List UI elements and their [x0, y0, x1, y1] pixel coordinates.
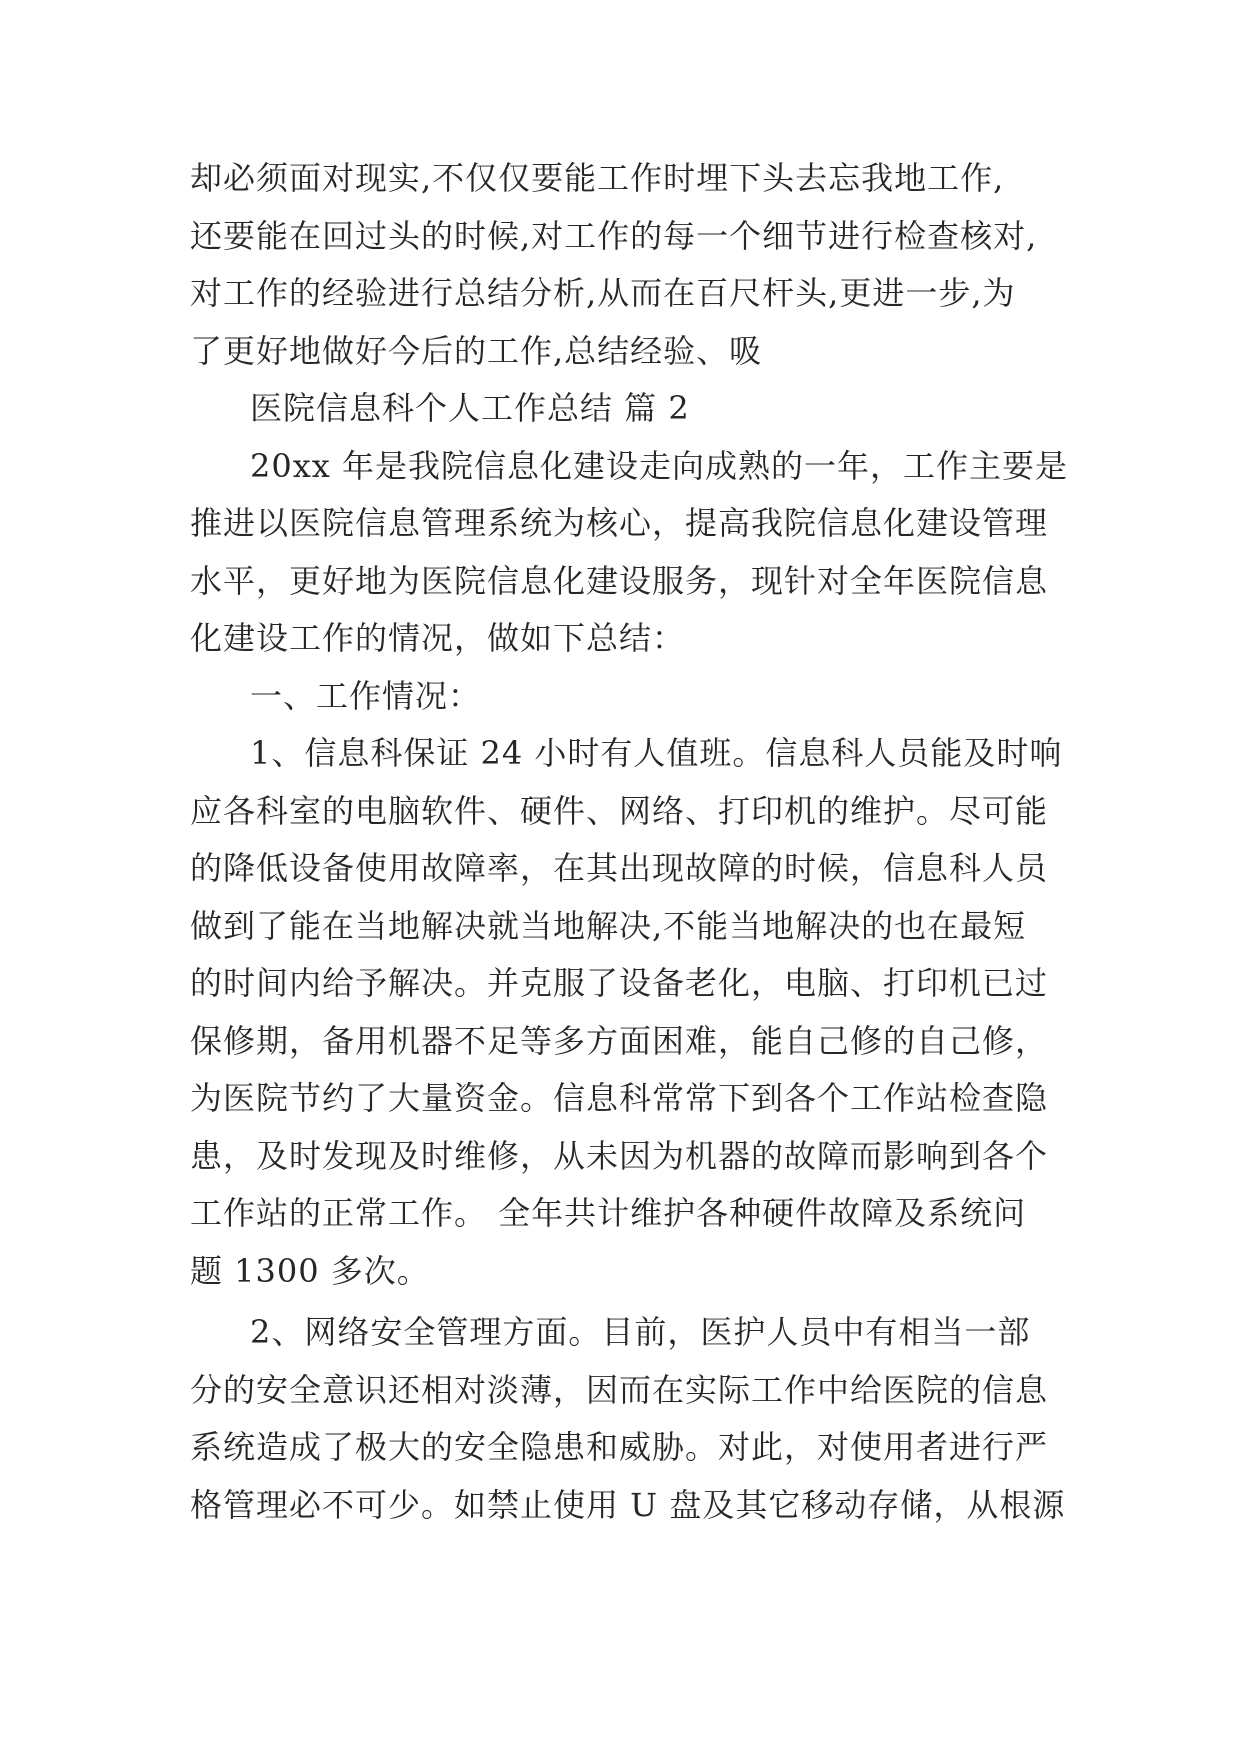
text-line: 化建设工作的情况，做如下总结：: [190, 619, 686, 657]
text-line: 却必须面对现实,不仅仅要能工作时埋下头去忘我地工作,: [190, 159, 1005, 197]
text-line: 一、工作情况：: [250, 676, 482, 715]
text-line: 格管理必不可少。如禁止使用 U 盘及其它移动存储，从根源: [190, 1485, 1066, 1524]
text-line: 保修期，备用机器不足等多方面困难，能自己修的自己修，: [190, 1021, 1049, 1060]
text-line: 工作站的正常工作。 全年共计维护各种硬件故障及系统问: [190, 1194, 1027, 1232]
document-body: [190, 158, 1090, 1542]
text-line: 医院信息科个人工作总结 篇 2: [250, 389, 690, 427]
text-line: 的时间内给予解决。并克服了设备老化，电脑、打印机已过: [190, 964, 1049, 1002]
text-line: 患，及时发现及时维修，从未因为机器的故障而影响到各个: [190, 1136, 1049, 1175]
text-line: 做到了能在当地解决就当地解决,不能当地解决的也在最短: [190, 906, 1027, 945]
text-line: 系统造成了极大的安全隐患和威胁。对此，对使用者进行严: [190, 1428, 1049, 1466]
text-line: 应各科室的电脑软件、硬件、网络、打印机的维护。尽可能: [190, 791, 1049, 830]
text-line: 20xx 年是我院信息化建设走向成熟的一年，工作主要是: [250, 446, 1068, 485]
text-line: 了更好地做好今后的工作,总结经验、吸: [190, 331, 763, 370]
text-line: 水平，更好地为医院信息化建设服务，现针对全年医院信息: [190, 561, 1049, 600]
text-line: 对工作的经验进行总结分析,从而在百尺杆头,更进一步,为: [190, 274, 1016, 312]
text-line: 2、网络安全管理方面。目前，医护人员中有相当一部: [250, 1313, 1031, 1351]
text-line: 推进以医院信息管理系统为核心，提高我院信息化建设管理: [190, 504, 1049, 542]
text-line: 分的安全意识还相对淡薄，因而在实际工作中给医院的信息: [190, 1370, 1049, 1409]
text-line: 还要能在回过头的时候,对工作的每一个细节进行检查核对,: [190, 216, 1038, 255]
text-line: 1、信息科保证 24 小时有人值班。信息科人员能及时响: [250, 734, 1063, 772]
text-line: 题 1300 多次。: [190, 1251, 430, 1290]
text-line: 为医院节约了大量资金。信息科常常下到各个工作站检查隐: [190, 1079, 1049, 1117]
text-line: 的降低设备使用故障率，在其出现故障的时候，信息科人员: [190, 849, 1049, 887]
